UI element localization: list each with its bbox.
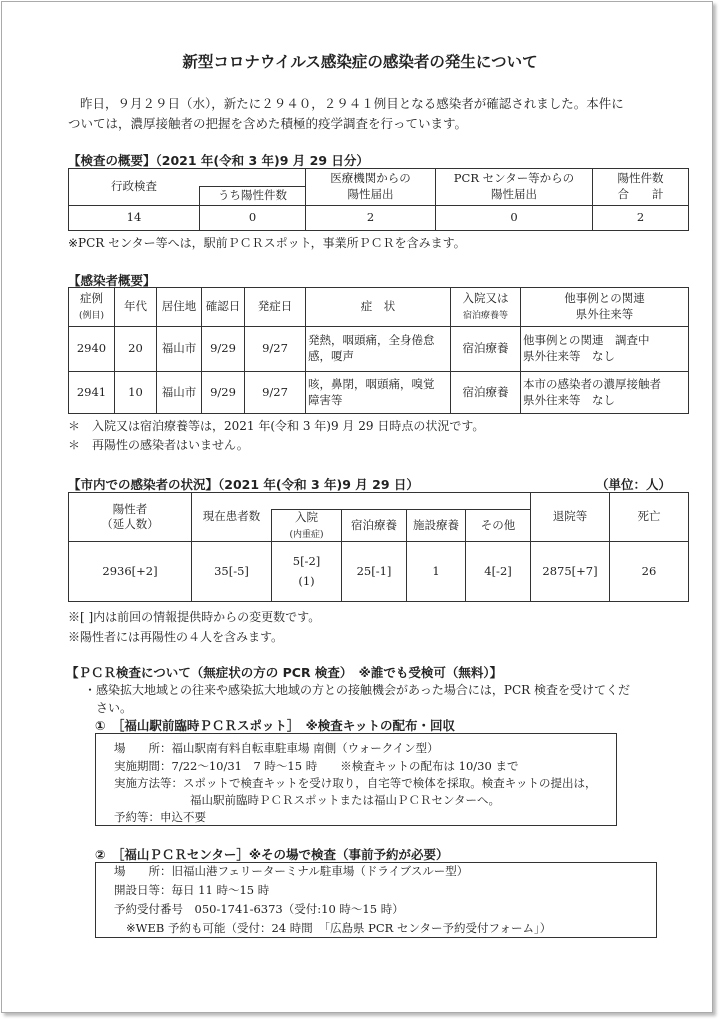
case-age: 20 <box>115 327 157 372</box>
value-positive: 2936[+2] <box>69 542 192 602</box>
spot-location: 場 所：福山駅南有料自転車駐車場 南側（ウォークイン型） <box>114 741 439 755</box>
header-current: 現在患者数 <box>192 493 272 542</box>
city-note-2: ※陽性者には再陽性の４人を含みます。 <box>68 630 284 644</box>
case-status: 宿泊療養 <box>451 327 521 372</box>
cases-heading: 【感染者概要】 <box>68 273 156 288</box>
table-row <box>69 372 689 414</box>
case-id: 2941 <box>69 372 115 414</box>
spot-method-cont: 福山駅前臨時ＰＣＲスポットまたは福山ＰＣＲセンターへ。 <box>190 793 501 807</box>
value-pcr-center: 0 <box>436 206 593 231</box>
value-total: 2 <box>593 206 689 231</box>
city-note-1: ※[ ]内は前回の情報提供時からの変更数です。 <box>68 610 321 624</box>
value-medical: 2 <box>306 206 436 231</box>
testing-heading: 【検査の概要】（2021 年(令和 3 年)9 月 29 日分） <box>68 153 369 168</box>
header-case: 症例 (例目) <box>69 288 115 327</box>
center-location: 場 所：旧福山港フェリーターミナル駐車場（ドライブスルー型） <box>114 864 469 878</box>
city-table <box>68 492 689 602</box>
header-hospital: 入院 (内重症) <box>272 510 342 542</box>
unit-label: （単位：人） <box>596 477 672 492</box>
value-positive: 0 <box>200 206 306 231</box>
header-discharged: 退院等 <box>531 493 610 542</box>
header-hotel: 宿泊療養 <box>342 510 407 542</box>
header-positive: 陽性者 （延人数） <box>69 493 192 542</box>
header-facility: 施設療養 <box>407 510 466 542</box>
case-symptoms: 発熱，咽頭痛，全身倦怠 感，嗄声 <box>306 327 451 372</box>
header-symptoms: 症 状 <box>306 288 451 327</box>
city-heading: 【市内での感染者の状況】（2021 年(令和 3 年)9 月 29 日） <box>68 477 419 492</box>
cases-table <box>68 287 689 414</box>
value-admin-test: 14 <box>69 206 200 231</box>
header-age: 年代 <box>115 288 157 327</box>
case-id: 2940 <box>69 327 115 372</box>
cases-note-1: ＊ 入院又は宿泊療養等は，2021 年(令和 3 年)9 月 29 日時点の状況です。 <box>68 419 485 433</box>
cases-note-2: ＊ 再陽性の感染者はいません。 <box>68 438 249 452</box>
testing-table <box>68 168 689 231</box>
case-onset: 9/27 <box>245 327 306 372</box>
pcr-heading: 【ＰＣＲ検査について（無症状の方の PCR 検査） ※誰でも受検可（無料）】 <box>66 665 503 680</box>
value-current: 35[-5] <box>192 542 272 602</box>
testing-note: ※PCR センター等へは，駅前ＰＣＲスポット，事業所ＰＣＲを含みます。 <box>68 236 466 250</box>
header-residence: 居住地 <box>157 288 202 327</box>
value-discharged: 2875[+7] <box>531 542 610 602</box>
pcr-bullet-line-1: ・感染拡大地域との往来や感染拡大地域の方との接触機会があった場合には，PCR 検査を受けてくだ <box>84 683 630 697</box>
case-onset: 9/27 <box>245 372 306 414</box>
case-age: 10 <box>115 372 157 414</box>
value-hotel: 25[-1] <box>342 542 407 602</box>
spot-reservation: 予約等：申込不要 <box>114 810 206 824</box>
header-total: 陽性件数 合 計 <box>593 169 689 206</box>
header-relation: 他事例との関連 県外往来等 <box>521 288 689 327</box>
spot-heading: ① ［福山駅前臨時ＰＣＲスポット］ ※検査キットの配布・回収 <box>95 718 455 733</box>
case-residence: 福山市 <box>157 327 202 372</box>
intro-line-1: 昨日，９月２９日（水），新たに２９４０，２９４１例目となる感染者が確認されました。本件に <box>80 96 624 111</box>
center-heading: ② ［福山ＰＣＲセンター］※その場で検査（事前予約が必要） <box>95 847 449 862</box>
intro-line-2: ついては，濃厚接触者の把握を含めた積極的疫学調査を行っています。 <box>68 116 468 131</box>
spot-method: 実施方法等：スポットで検査キットを受け取り，自宅等で検体を採取。検査キットの提出は， <box>114 776 597 790</box>
case-symptoms: 咳，鼻閉，咽頭痛，嗅覚 障害等 <box>306 372 451 414</box>
header-other: その他 <box>466 510 531 542</box>
case-confirmed: 9/29 <box>202 372 245 414</box>
spot-period: 実施期間：7/22～10/31 7 時～15 時 ※検査キットの配布は 10/30 まで <box>114 759 519 773</box>
value-hospital: 5[-2] (1) <box>272 542 342 602</box>
page-title: 新型コロナウイルス感染症の感染者の発生について <box>182 52 538 71</box>
header-medical: 医療機関からの 陽性届出 <box>306 169 436 206</box>
header-confirmed: 確認日 <box>202 288 245 327</box>
header-pcr-center: PCR センター等からの 陽性届出 <box>436 169 593 206</box>
center-hours: 開設日等：毎日 11 時～15 時 <box>114 883 270 897</box>
case-residence: 福山市 <box>157 372 202 414</box>
case-confirmed: 9/29 <box>202 327 245 372</box>
pcr-bullet-line-2: さい。 <box>96 701 133 715</box>
value-deaths: 26 <box>610 542 689 602</box>
case-relation: 本市の感染者の濃厚接触者 県外往来等 なし <box>521 372 689 414</box>
center-web: ※WEB 予約も可能（受付：24 時間 「広島県 PCR センター予約受付フォーム」） <box>126 921 552 935</box>
case-relation: 他事例との関連 調査中 県外往来等 なし <box>521 327 689 372</box>
value-other: 4[-2] <box>466 542 531 602</box>
center-phone: 予約受付番号 050-1741-6373（受付:10 時～15 時） <box>114 902 404 916</box>
header-status: 入院又は 宿泊療養等 <box>451 288 521 327</box>
table-row <box>69 327 689 372</box>
header-admin-test: 行政検査 <box>69 169 200 206</box>
case-status: 宿泊療養 <box>451 372 521 414</box>
header-onset: 発症日 <box>245 288 306 327</box>
value-facility: 1 <box>407 542 466 602</box>
header-positive: うち陽性件数 <box>200 187 306 206</box>
header-deaths: 死亡 <box>610 493 689 542</box>
